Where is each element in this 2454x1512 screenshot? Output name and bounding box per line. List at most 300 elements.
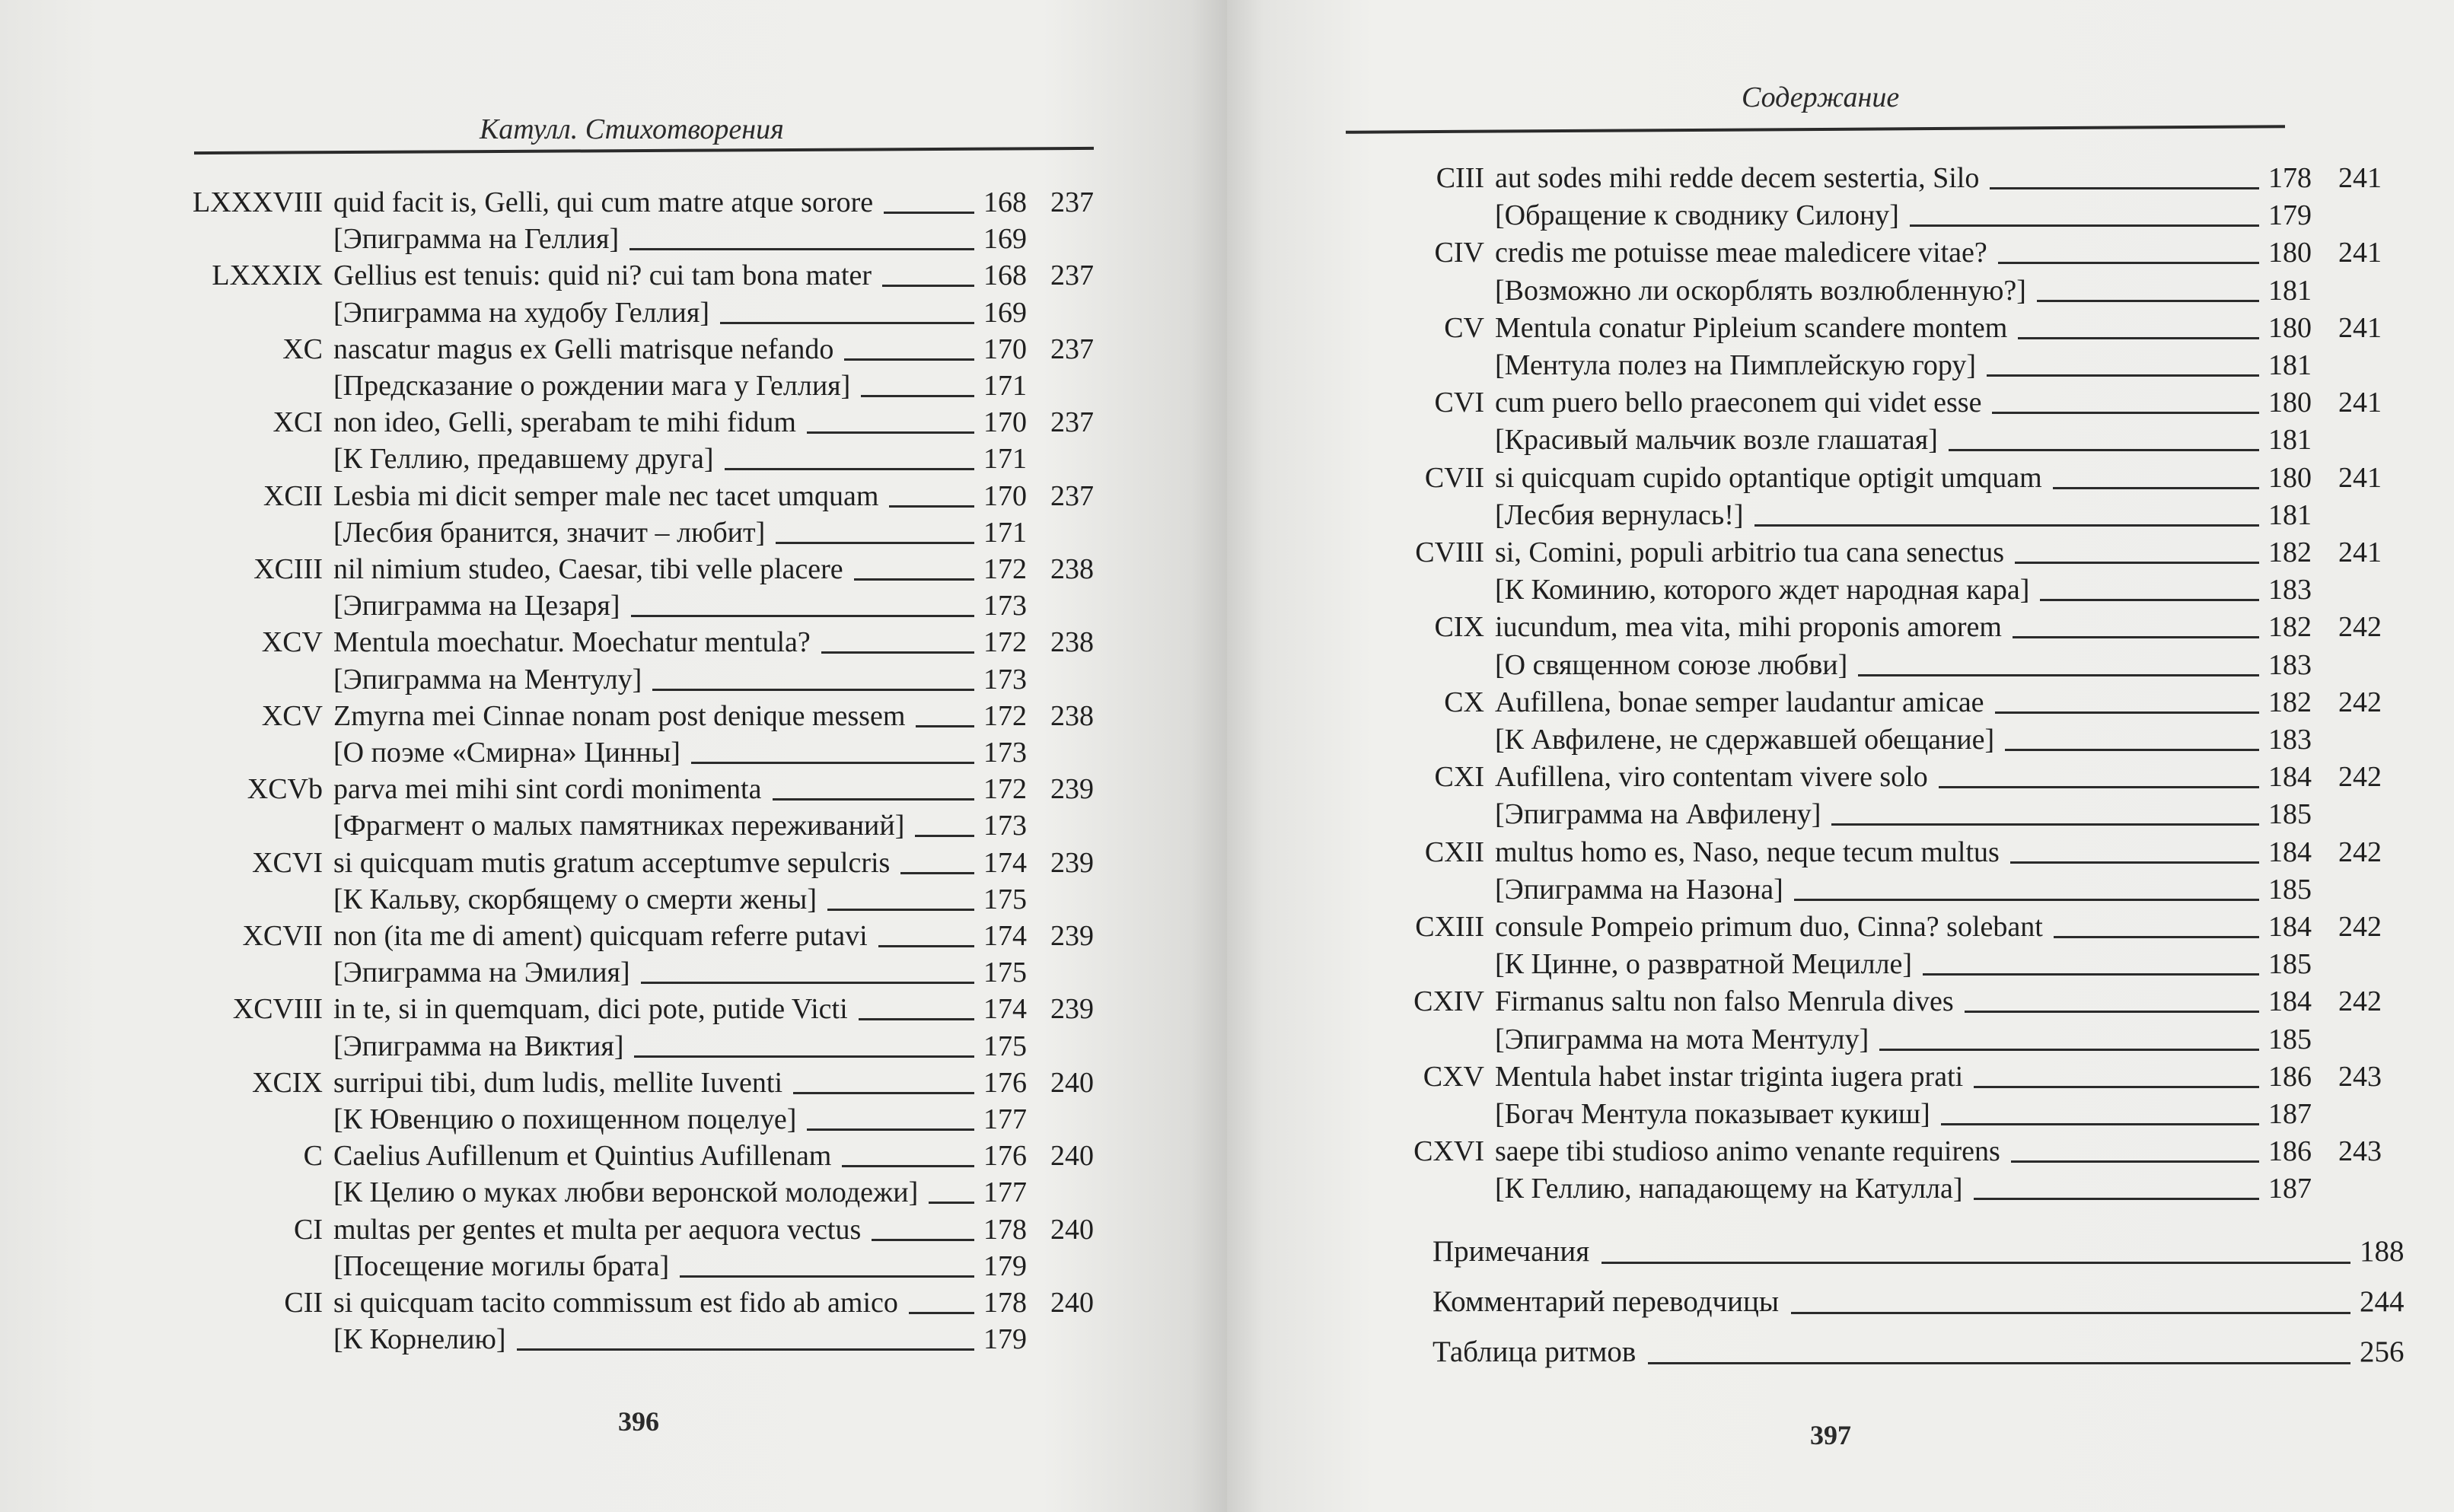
toc-subentry bbox=[333, 1248, 1102, 1284]
dot-leader bbox=[827, 909, 974, 911]
toc-entry bbox=[212, 257, 1102, 294]
left-head-rule bbox=[194, 147, 1094, 154]
poem-number: CI bbox=[294, 1213, 323, 1246]
toc-entry bbox=[1415, 534, 2385, 571]
poem-incipit: Gellius est tenuis: quid ni? cui tam bona mater bbox=[333, 259, 872, 292]
notes-page-number: 241 bbox=[2338, 311, 2382, 344]
dot-leader bbox=[1987, 374, 2259, 377]
dot-leader bbox=[652, 689, 974, 691]
toc-entry bbox=[242, 918, 1102, 954]
page-number: 169 bbox=[983, 296, 1027, 329]
page-number: 170 bbox=[983, 479, 1027, 512]
poem-number: CXVI bbox=[1413, 1135, 1484, 1168]
poem-translation-title: [Эпиграмма на Ментулу] bbox=[333, 663, 642, 696]
dot-leader bbox=[882, 285, 974, 287]
dot-leader bbox=[517, 1348, 975, 1351]
toc-subentry bbox=[1495, 272, 2385, 309]
poem-number: CXII bbox=[1424, 836, 1484, 868]
page-number: 186 bbox=[2268, 1060, 2312, 1093]
page-number: 187 bbox=[2268, 1173, 2312, 1205]
page-number: 185 bbox=[2268, 873, 2312, 906]
notes-page-number: 241 bbox=[2338, 237, 2382, 269]
poem-translation-title: [Эпиграмма на Эмилия] bbox=[333, 957, 630, 989]
poem-incipit: quid facit is, Gelli, qui cum matre atque sorore bbox=[333, 186, 874, 218]
toc-subentry bbox=[333, 587, 1102, 624]
toc-subentry bbox=[1495, 347, 2385, 384]
poem-number: CV bbox=[1444, 311, 1484, 344]
page-number: 181 bbox=[2268, 498, 2312, 531]
dot-leader bbox=[915, 835, 974, 837]
notes-page-number: 242 bbox=[2338, 686, 2382, 718]
toc-entry bbox=[261, 698, 1102, 734]
page-number: 178 bbox=[983, 1287, 1027, 1319]
poem-translation-title: [Предсказание о рождении мага у Геллия] bbox=[333, 370, 851, 402]
toc-subentry bbox=[333, 294, 1102, 331]
back-matter-entry bbox=[1433, 1332, 2414, 1373]
notes-page-number: 243 bbox=[2338, 1135, 2382, 1168]
page-number: 177 bbox=[983, 1103, 1027, 1135]
dot-leader bbox=[1791, 1312, 2350, 1314]
toc-entry bbox=[1436, 160, 2385, 196]
poem-number: CIV bbox=[1434, 237, 1484, 269]
dot-leader bbox=[1858, 674, 2259, 676]
dot-leader bbox=[2054, 936, 2259, 938]
page-number: 172 bbox=[983, 553, 1027, 585]
toc-subentry bbox=[333, 1174, 1102, 1211]
page-number: 187 bbox=[2268, 1098, 2312, 1130]
page-number: 184 bbox=[2268, 761, 2312, 794]
notes-page-number: 242 bbox=[2338, 836, 2382, 868]
poem-incipit: surripui tibi, dum ludis, mellite Iuventi bbox=[333, 1066, 783, 1099]
page-number: 184 bbox=[2268, 985, 2312, 1018]
toc-entry bbox=[1415, 909, 2385, 945]
back-matter-title: Примечания bbox=[1433, 1235, 1590, 1268]
poem-number: XCII bbox=[263, 479, 323, 512]
poem-incipit: si quicquam tacito commissum est fido ab amico bbox=[333, 1287, 898, 1319]
poem-incipit: si quicquam mutis gratum acceptumve sepulcris bbox=[333, 846, 891, 879]
page-number: 170 bbox=[983, 406, 1027, 439]
page-number: 185 bbox=[2268, 798, 2312, 831]
page-number: 171 bbox=[983, 443, 1027, 476]
page-number: 169 bbox=[983, 223, 1027, 256]
page-number: 182 bbox=[2268, 611, 2312, 644]
toc-entry bbox=[282, 331, 1102, 368]
toc-entry bbox=[303, 1138, 1102, 1174]
dot-leader bbox=[1949, 449, 2259, 451]
poem-number: XC bbox=[282, 333, 323, 365]
page-number: 174 bbox=[983, 993, 1027, 1026]
page-number: 177 bbox=[983, 1176, 1027, 1209]
poem-translation-title: [К Целию о муках любви веронской молодежи] bbox=[333, 1176, 919, 1209]
toc-subentry bbox=[1495, 1021, 2385, 1058]
poem-number: CVIII bbox=[1415, 536, 1484, 568]
toc-entry bbox=[1444, 310, 2385, 346]
dot-leader bbox=[2010, 861, 2259, 864]
page-number: 185 bbox=[2268, 1023, 2312, 1055]
dot-leader bbox=[1831, 823, 2259, 826]
toc-subentry bbox=[333, 661, 1102, 698]
poem-number: XCVb bbox=[247, 773, 323, 806]
poem-number: CXI bbox=[1434, 761, 1484, 794]
notes-page-number: 242 bbox=[2338, 611, 2382, 644]
toc-subentry bbox=[1495, 946, 2385, 982]
dot-leader bbox=[1992, 412, 2259, 414]
dot-leader bbox=[720, 322, 974, 324]
poem-translation-title: [Эпиграмма на Назона] bbox=[1495, 873, 1783, 906]
toc-entry bbox=[1413, 1133, 2385, 1170]
toc-subentry bbox=[333, 368, 1102, 404]
toc-subentry bbox=[333, 514, 1102, 551]
poem-translation-title: [К Кальву, скорбящему о смерти жены] bbox=[333, 883, 817, 915]
poem-number: XCIX bbox=[252, 1066, 323, 1099]
poem-incipit: multas per gentes et multa per aequora vectus bbox=[333, 1213, 862, 1246]
dot-leader bbox=[1648, 1362, 2350, 1364]
poem-number: XCVII bbox=[242, 920, 323, 952]
toc-subentry bbox=[333, 881, 1102, 918]
back-matter-title: Таблица ритмов bbox=[1433, 1335, 1637, 1368]
toc-subentry bbox=[1495, 571, 2385, 608]
page-number: 182 bbox=[2268, 536, 2312, 568]
notes-page-number: 238 bbox=[1050, 553, 1094, 585]
dot-leader bbox=[2011, 1160, 2259, 1163]
poem-incipit: Mentula habet instar triginta iugera prati bbox=[1495, 1060, 1964, 1093]
poem-translation-title: [Эпиграмма на Виктия] bbox=[333, 1030, 624, 1062]
notes-page-number: 237 bbox=[1050, 333, 1094, 365]
right-folio: 397 bbox=[1810, 1420, 1851, 1450]
dot-leader bbox=[776, 542, 974, 544]
poem-incipit: si quicquam cupido optantique optigit umquam bbox=[1495, 461, 2042, 494]
poem-number: CVI bbox=[1434, 387, 1484, 419]
poem-incipit: Aufillena, bonae semper laudantur amicae bbox=[1495, 686, 1984, 718]
dot-leader bbox=[2037, 300, 2259, 302]
notes-page-number: 242 bbox=[2338, 911, 2382, 943]
poem-translation-title: [Фрагмент о малых памятниках переживаний] bbox=[333, 810, 905, 842]
toc-entry bbox=[1434, 384, 2385, 421]
poem-number: XCIII bbox=[253, 553, 323, 585]
dot-leader bbox=[807, 431, 974, 434]
dot-leader bbox=[634, 1055, 974, 1058]
page-number: 184 bbox=[2268, 911, 2312, 943]
toc-entry bbox=[253, 551, 1102, 587]
poem-incipit: Lesbia mi dicit semper male nec tacet umquam bbox=[333, 479, 879, 512]
notes-page-number: 239 bbox=[1050, 993, 1094, 1026]
page-number: 171 bbox=[983, 370, 1027, 402]
poem-number: XCV bbox=[261, 699, 323, 732]
toc-subentry bbox=[1495, 1096, 2385, 1132]
toc-entry bbox=[1413, 983, 2385, 1020]
toc-entry bbox=[232, 991, 1102, 1027]
page-number: 178 bbox=[983, 1213, 1027, 1246]
notes-page-number: 241 bbox=[2338, 536, 2382, 568]
toc-subentry bbox=[1495, 871, 2385, 908]
toc-subentry bbox=[333, 1028, 1102, 1065]
page-number: 172 bbox=[983, 773, 1027, 806]
page-number: 244 bbox=[2360, 1285, 2405, 1318]
toc-entry bbox=[1434, 759, 2385, 795]
toc-subentry bbox=[1495, 647, 2385, 683]
dot-leader bbox=[725, 468, 974, 470]
poem-translation-title: [Ментула полез на Пимплейскую гору] bbox=[1495, 349, 1977, 381]
poem-translation-title: [К Корнелию] bbox=[333, 1323, 506, 1356]
dot-leader bbox=[872, 1239, 974, 1241]
page-number: 173 bbox=[983, 590, 1027, 622]
toc-entry bbox=[1423, 1058, 2385, 1095]
poem-number: LXXXVIII bbox=[193, 186, 323, 218]
dot-leader bbox=[1998, 262, 2259, 264]
page-number: 183 bbox=[2268, 724, 2312, 756]
page-number: 182 bbox=[2268, 686, 2312, 718]
poem-incipit: nil nimium studeo, Caesar, tibi velle placere bbox=[333, 553, 843, 585]
notes-page-number: 238 bbox=[1050, 699, 1094, 732]
poem-incipit: credis me potuisse meae maledicere vitae? bbox=[1495, 237, 1987, 269]
back-matter-entry bbox=[1433, 1231, 2414, 1272]
poem-number: CVII bbox=[1424, 461, 1484, 494]
poem-incipit: non ideo, Gelli, sperabam te mihi fidum bbox=[333, 406, 796, 439]
dot-leader bbox=[1923, 973, 2259, 976]
poem-incipit: Zmyrna mei Cinnae nonam post denique messem bbox=[333, 699, 906, 732]
poem-number: CX bbox=[1444, 686, 1484, 718]
poem-incipit: parva mei mihi sint cordi monimenta bbox=[333, 773, 762, 806]
page-number: 188 bbox=[2360, 1235, 2405, 1268]
poem-translation-title: [Лесбия вернулась!] bbox=[1495, 498, 1744, 531]
toc-subentry bbox=[1495, 197, 2385, 234]
notes-page-number: 240 bbox=[1050, 1066, 1094, 1099]
notes-page-number: 240 bbox=[1050, 1140, 1094, 1173]
dot-leader bbox=[2013, 636, 2259, 638]
page-number: 170 bbox=[983, 333, 1027, 365]
page-number: 183 bbox=[2268, 574, 2312, 606]
dot-leader bbox=[1879, 1049, 2259, 1051]
dot-leader bbox=[1754, 524, 2259, 527]
page-number: 173 bbox=[983, 663, 1027, 696]
notes-page-number: 243 bbox=[2338, 1060, 2382, 1093]
toc-subentry bbox=[1495, 1170, 2385, 1207]
dot-leader bbox=[854, 578, 974, 581]
toc-subentry bbox=[1495, 422, 2385, 458]
poem-incipit: saepe tibi studioso animo venante requirens bbox=[1495, 1135, 2000, 1168]
dot-leader bbox=[2053, 487, 2259, 489]
poem-number: C bbox=[303, 1140, 323, 1173]
toc-entry bbox=[261, 624, 1102, 661]
page-number: 175 bbox=[983, 957, 1027, 989]
page-number: 179 bbox=[983, 1323, 1027, 1356]
toc-entry bbox=[1434, 234, 2385, 271]
poem-translation-title: [Эпиграмма на Авфилену] bbox=[1495, 798, 1821, 831]
poem-translation-title: [Посещение могилы брата] bbox=[333, 1249, 670, 1282]
dot-leader bbox=[1974, 1198, 2259, 1200]
page-number: 176 bbox=[983, 1066, 1027, 1099]
dot-leader bbox=[2005, 749, 2259, 751]
poem-incipit: si, Comini, populi arbitrio tua cana senectus bbox=[1495, 536, 2005, 568]
poem-number: CXV bbox=[1423, 1060, 1484, 1093]
poem-translation-title: [Эпиграмма на Цезаря] bbox=[333, 590, 620, 622]
poem-translation-title: [К Геллию, нападающему на Катулла] bbox=[1495, 1173, 1963, 1205]
poem-number: CIII bbox=[1436, 162, 1484, 194]
toc-entry bbox=[294, 1211, 1102, 1248]
poem-incipit: multus homo es, Naso, neque tecum multus bbox=[1495, 836, 2000, 868]
toc-entry bbox=[247, 771, 1102, 807]
poem-translation-title: [Эпиграмма на мота Ментулу] bbox=[1495, 1023, 1869, 1055]
toc-subentry bbox=[1495, 497, 2385, 533]
dot-leader bbox=[878, 945, 974, 947]
page-number: 174 bbox=[983, 920, 1027, 952]
poem-translation-title: [К Ювенцию о похищенном поцелуе] bbox=[333, 1103, 797, 1135]
toc-entry bbox=[284, 1284, 1102, 1321]
dot-leader bbox=[807, 1128, 974, 1131]
dot-leader bbox=[629, 248, 974, 250]
toc-entry bbox=[1424, 834, 2385, 871]
toc-subentry bbox=[333, 1321, 1102, 1358]
page-number: 181 bbox=[2268, 274, 2312, 307]
notes-page-number: 239 bbox=[1050, 920, 1094, 952]
page-number: 186 bbox=[2268, 1135, 2312, 1168]
notes-page-number: 237 bbox=[1050, 259, 1094, 292]
poem-number: LXXXIX bbox=[212, 259, 323, 292]
notes-page-number: 237 bbox=[1050, 406, 1094, 439]
dot-leader bbox=[842, 1165, 974, 1167]
dot-leader bbox=[889, 505, 974, 508]
notes-page-number: 239 bbox=[1050, 846, 1094, 879]
dot-leader bbox=[1995, 711, 2259, 714]
dot-leader bbox=[1794, 899, 2259, 901]
poem-translation-title: [О священном союзе любви] bbox=[1495, 648, 1848, 681]
toc-entry bbox=[263, 478, 1102, 514]
page-number: 172 bbox=[983, 699, 1027, 732]
dot-leader bbox=[2018, 337, 2259, 339]
dot-leader bbox=[861, 395, 974, 397]
poem-translation-title: [Эпиграмма на Геллия] bbox=[333, 223, 620, 256]
page-number: 168 bbox=[983, 259, 1027, 292]
notes-page-number: 242 bbox=[2338, 761, 2382, 794]
poem-number: XCVI bbox=[252, 846, 323, 879]
toc-entry bbox=[252, 1065, 1102, 1101]
poem-incipit: in te, si in quemquam, dici pote, putide Victi bbox=[333, 993, 848, 1026]
notes-page-number: 241 bbox=[2338, 387, 2382, 419]
dot-leader bbox=[909, 1312, 974, 1314]
poem-incipit: Caelius Aufillenum et Quintius Aufillenam bbox=[333, 1140, 832, 1173]
notes-page-number: 237 bbox=[1050, 186, 1094, 218]
poem-number: XCV bbox=[261, 626, 323, 659]
toc-subentry bbox=[1495, 796, 2385, 832]
poem-incipit: nascatur magus ex Gelli matrisque nefando bbox=[333, 333, 834, 365]
toc-subentry bbox=[333, 954, 1102, 991]
dot-leader bbox=[2015, 562, 2259, 564]
page-number: 180 bbox=[2268, 387, 2312, 419]
page-number: 180 bbox=[2268, 461, 2312, 494]
toc-subentry bbox=[333, 1101, 1102, 1138]
dot-leader bbox=[641, 982, 974, 984]
toc-entry bbox=[252, 845, 1102, 881]
toc-entry bbox=[193, 184, 1102, 221]
poem-translation-title: [Эпиграмма на худобу Геллия] bbox=[333, 296, 709, 329]
poem-translation-title: [К Коминию, которого ждет народная кара] bbox=[1495, 574, 2030, 606]
dot-leader bbox=[691, 762, 974, 764]
dot-leader bbox=[821, 651, 974, 654]
dot-leader bbox=[631, 615, 974, 617]
back-matter-title: Комментарий переводчицы bbox=[1433, 1285, 1780, 1318]
notes-page-number: 241 bbox=[2338, 162, 2382, 194]
poem-incipit: iucundum, mea vita, mihi proponis amorem bbox=[1495, 611, 2002, 644]
page-number: 174 bbox=[983, 846, 1027, 879]
poem-translation-title: [Красивый мальчик возле глашатая] bbox=[1495, 424, 1938, 457]
dot-leader bbox=[859, 1018, 974, 1020]
page-number: 179 bbox=[983, 1249, 1027, 1282]
left-folio: 396 bbox=[618, 1406, 659, 1437]
dot-leader bbox=[844, 358, 974, 361]
poem-incipit: non (ita me di ament) quicquam referre putavi bbox=[333, 920, 868, 952]
toc-subentry bbox=[1495, 721, 2385, 758]
toc-entry bbox=[1434, 609, 2385, 645]
notes-page-number: 237 bbox=[1050, 479, 1094, 512]
page-number: 176 bbox=[983, 1140, 1027, 1173]
poem-translation-title: [Богач Ментула показывает кукиш] bbox=[1495, 1098, 1930, 1130]
page-number: 183 bbox=[2268, 648, 2312, 681]
dot-leader bbox=[916, 725, 974, 727]
notes-page-number: 242 bbox=[2338, 985, 2382, 1018]
dot-leader bbox=[793, 1092, 974, 1094]
poem-incipit: Aufillena, viro contentam vivere solo bbox=[1495, 761, 1928, 794]
page-number: 172 bbox=[983, 626, 1027, 659]
dot-leader bbox=[1941, 1123, 2259, 1125]
poem-incipit: aut sodes mihi redde decem sestertia, Silo bbox=[1495, 162, 1980, 194]
poem-translation-title: [Возможно ли оскорблять возлюбленную?] bbox=[1495, 274, 2026, 307]
poem-incipit: Mentula moechatur. Moechatur mentula? bbox=[333, 626, 811, 659]
page-number: 178 bbox=[2268, 162, 2312, 194]
left-running-head: Катулл. Стихотворения bbox=[480, 113, 784, 145]
toc-subentry bbox=[333, 441, 1102, 477]
dot-leader bbox=[1965, 1011, 2259, 1013]
toc-subentry bbox=[333, 221, 1102, 257]
page-number: 175 bbox=[983, 883, 1027, 915]
dot-leader bbox=[680, 1275, 974, 1278]
poem-number: XCI bbox=[272, 406, 323, 439]
poem-translation-title: [К Авфилене, не сдержавшей обещание] bbox=[1495, 724, 1995, 756]
poem-translation-title: [К Цинне, о развратной Мецилле] bbox=[1495, 948, 1913, 981]
toc-entry bbox=[272, 404, 1102, 441]
dot-leader bbox=[1939, 786, 2259, 788]
dot-leader bbox=[773, 798, 975, 801]
poem-number: CXIII bbox=[1415, 911, 1484, 943]
notes-page-number: 240 bbox=[1050, 1213, 1094, 1246]
page-number: 168 bbox=[983, 186, 1027, 218]
right-head-rule bbox=[1346, 125, 2285, 134]
page-number: 173 bbox=[983, 737, 1027, 769]
page-number: 180 bbox=[2268, 311, 2312, 344]
page-number: 179 bbox=[2268, 199, 2312, 232]
dot-leader bbox=[1601, 1262, 2350, 1264]
page-number: 256 bbox=[2360, 1335, 2405, 1368]
dot-leader bbox=[929, 1202, 974, 1204]
page-number: 181 bbox=[2268, 349, 2312, 381]
toc-entry bbox=[1444, 684, 2385, 721]
dot-leader bbox=[1910, 224, 2259, 227]
notes-page-number: 239 bbox=[1050, 773, 1094, 806]
dot-leader bbox=[900, 872, 974, 874]
page-number: 184 bbox=[2268, 836, 2312, 868]
dot-leader bbox=[2040, 599, 2259, 601]
notes-page-number: 241 bbox=[2338, 461, 2382, 494]
page-number: 171 bbox=[983, 516, 1027, 549]
page-number: 175 bbox=[983, 1030, 1027, 1062]
poem-incipit: Mentula conatur Pipleium scandere montem bbox=[1495, 311, 2008, 344]
dot-leader bbox=[1974, 1086, 2259, 1088]
toc-subentry bbox=[333, 807, 1102, 844]
poem-number: CII bbox=[284, 1287, 323, 1319]
poem-translation-title: [Обращение к своднику Силону] bbox=[1495, 199, 1899, 232]
poem-number: CIX bbox=[1434, 611, 1484, 644]
dot-leader bbox=[884, 212, 974, 214]
right-running-head: Содержание bbox=[1742, 81, 1900, 113]
